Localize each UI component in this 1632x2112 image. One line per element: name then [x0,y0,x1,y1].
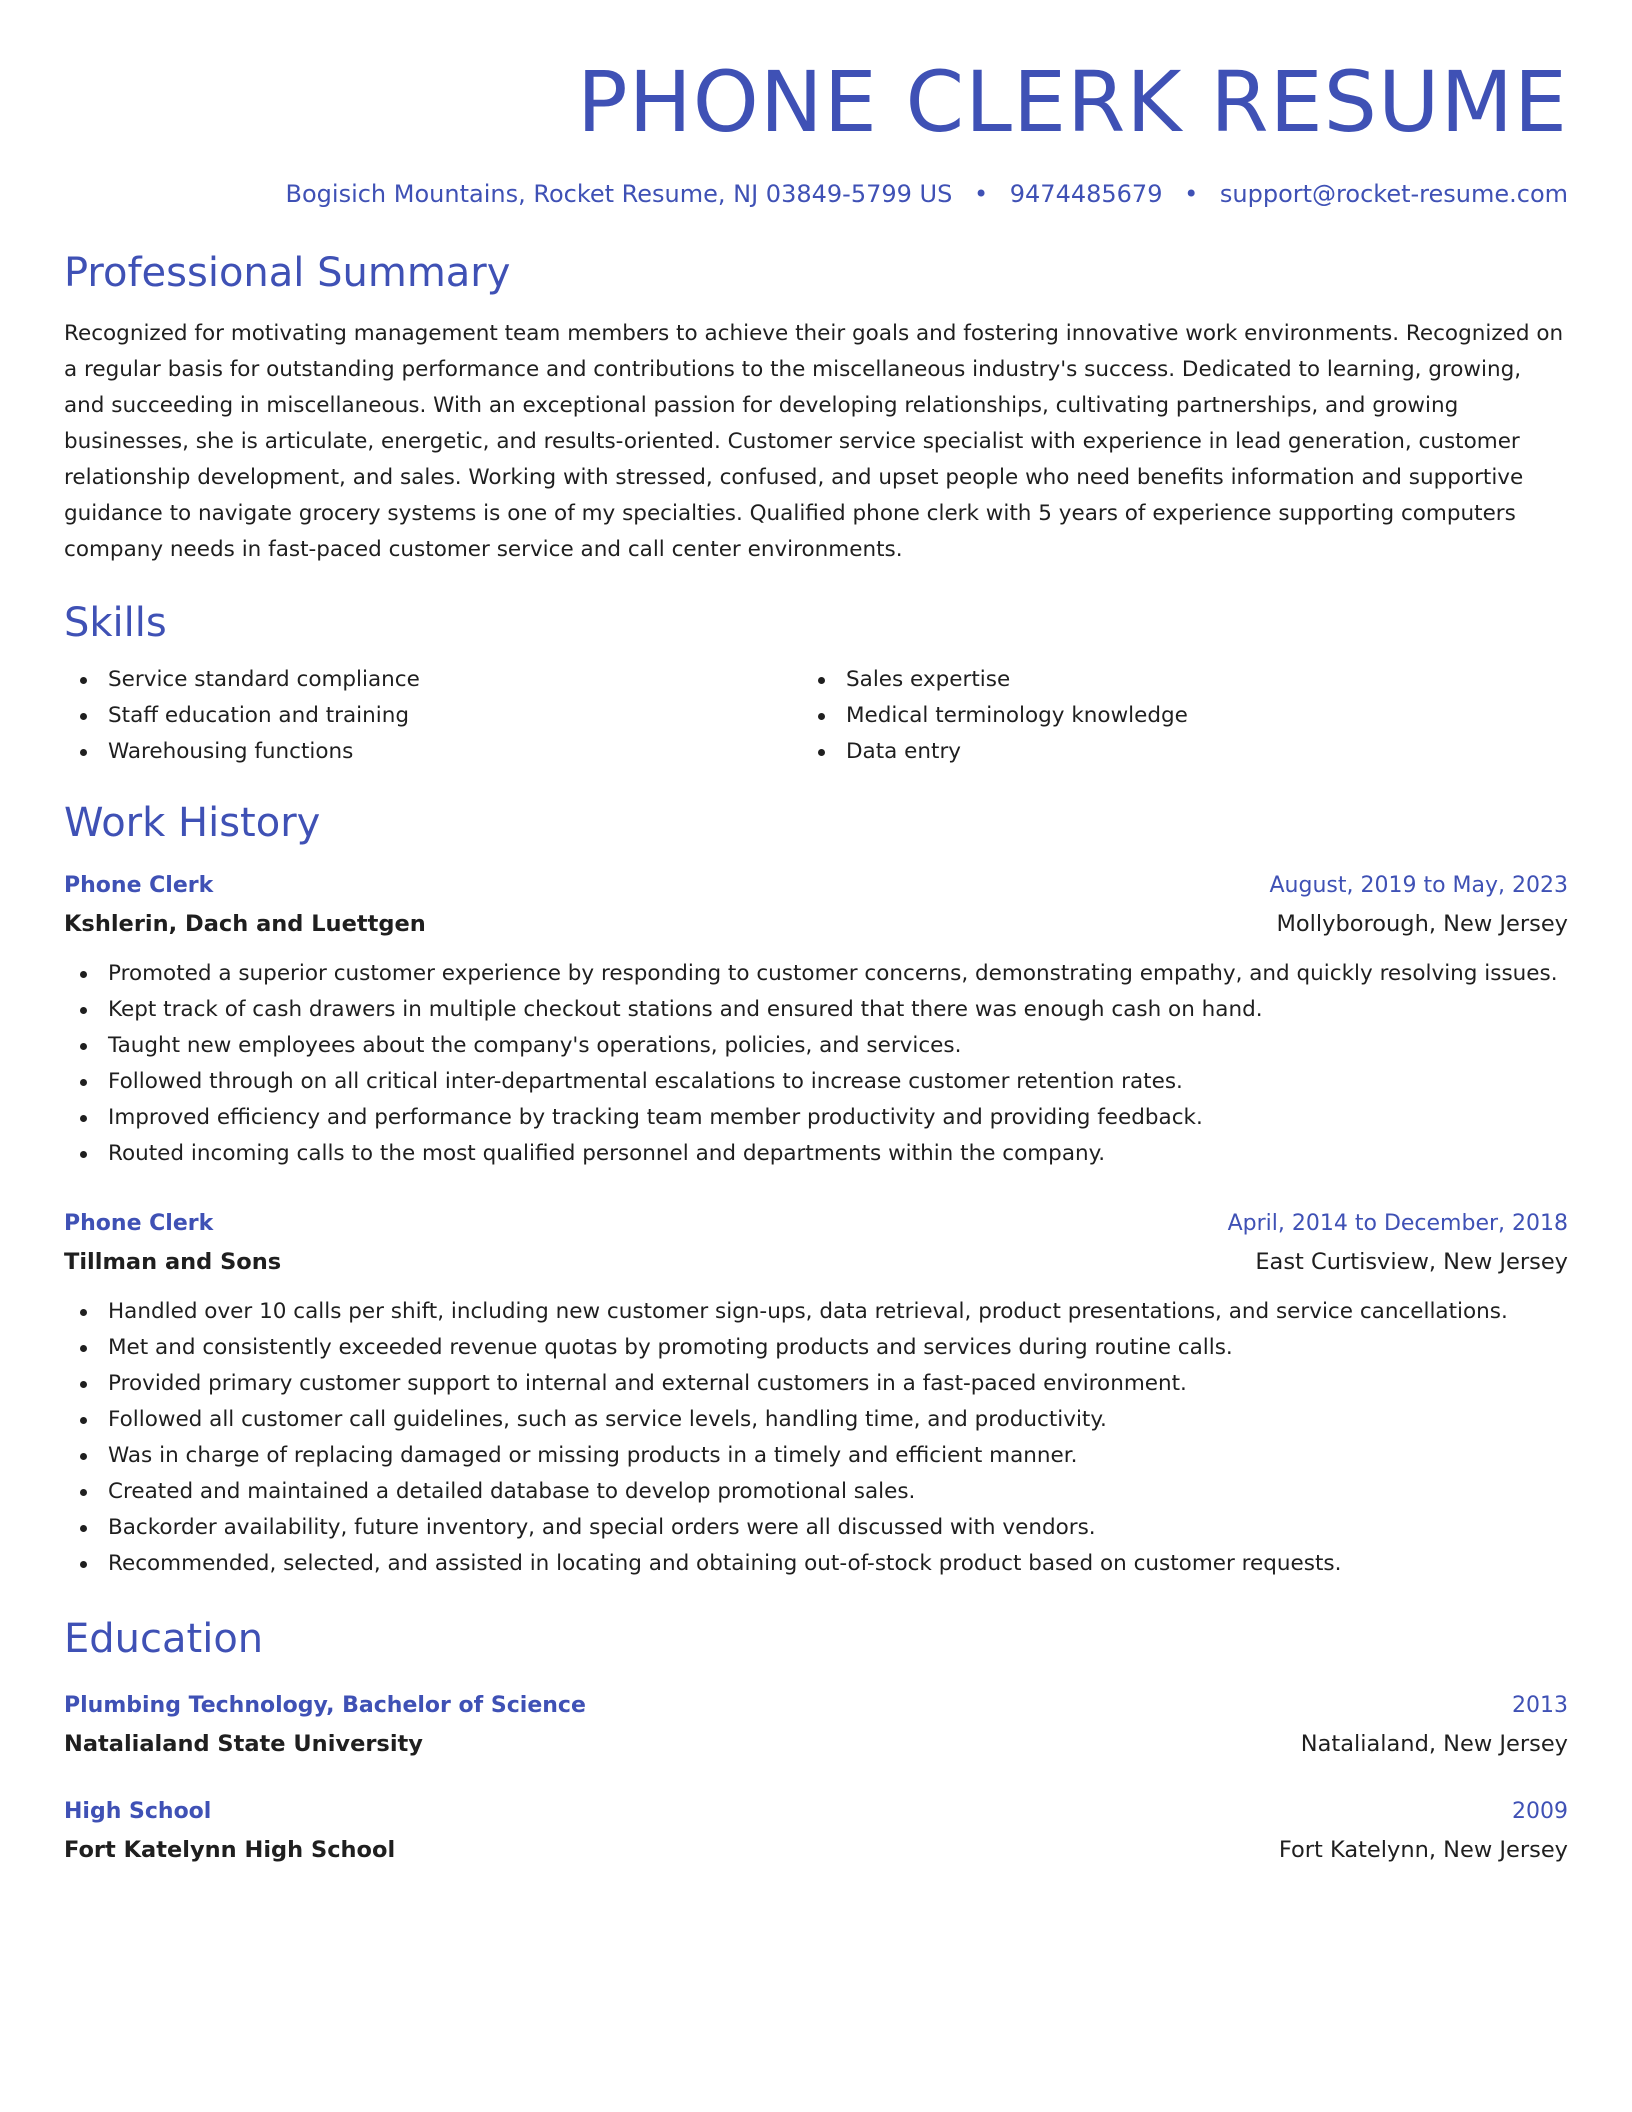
work-history-heading: Work History [64,800,321,846]
job-entry [64,868,1568,1172]
skill-item: Warehousing functions [64,734,802,770]
education-school: Natalialand State University [64,1731,423,1757]
skill-item: Service standard compliance [64,662,802,698]
resume-header [64,52,1568,210]
duty-item: Backorder availability, future inventory, and special orders were all discussed with vendors. [64,1510,1568,1546]
education-section [64,1612,1568,1870]
education-year: 2009 [1512,1799,1568,1824]
job-role: Phone Clerk [64,1211,214,1236]
education-degree: High School [64,1799,212,1824]
education-location: Natalialand, New Jersey [1300,1731,1568,1757]
skills-heading: Skills [64,600,167,646]
skill-item: Medical terminology knowledge [802,698,1542,734]
skill-item: Staff education and training [64,698,802,734]
resume-title: PHONE CLERK RESUME [576,53,1568,151]
contact-line [64,178,1568,210]
skills-section [64,596,1568,770]
skills-columns [64,662,1568,770]
duty-item: Taught new employees about the company's operations, policies, and services. [64,1028,1568,1064]
summary-text: Recognized for motivating management team members to achieve their goals and fostering innovative work environments. Recognized on a regular basis for outstanding performance and contributions to the miscellaneous industry's success. Dedicated to learning, growing, and succeeding in miscellaneous. With an exceptional passion for developing relationships, cultivating partnerships, and growing businesses, she is articulate, energetic, and results-oriented. Customer service specialist with experience in lead generation, customer relationship development, and sales. Working with stressed, confused, and upset people who need benefits information and supportive guidance to navigate grocery systems is one of my specialties. Qualified phone clerk with 5 years of experience supporting computers company needs in fast-paced customer service and call center environments. [64,321,1564,562]
job-location: East Curtisview, New Jersey [1255,1249,1568,1275]
education-heading: Education [64,1616,264,1662]
education-entry [64,1688,1568,1764]
summary-heading: Professional Summary [64,250,511,296]
duty-item: Kept track of cash drawers in multiple checkout stations and ensured that there was enough cash on hand. [64,992,1568,1028]
education-entry [64,1794,1568,1870]
duty-item: Was in charge of replacing damaged or missing products in a timely and efficient manner. [64,1438,1568,1474]
job-dates: April, 2014 to December, 2018 [1227,1211,1568,1236]
job-dates: August, 2019 to May, 2023 [1269,873,1568,898]
contact-email[interactable]: support@rocket-resume.com [1219,180,1568,208]
work-history-section [64,796,1568,1582]
education-school: Fort Katelynn High School [64,1837,396,1863]
job-entry [64,1206,1568,1582]
duty-item: Routed incoming calls to the most qualified personnel and departments within the company. [64,1136,1568,1172]
job-duties [64,1294,1568,1582]
job-company: Tillman and Sons [64,1249,282,1275]
education-degree: Plumbing Technology, Bachelor of Science [64,1693,586,1718]
skill-item: Data entry [802,734,1542,770]
duty-item: Met and consistently exceeded revenue quotas by promoting products and services during routine calls. [64,1330,1568,1366]
duty-item: Created and maintained a detailed database to develop promotional sales. [64,1474,1568,1510]
education-location: Fort Katelynn, New Jersey [1278,1837,1568,1863]
duty-item: Followed all customer call guidelines, such as service levels, handling time, and productivity. [64,1402,1568,1438]
duty-item: Provided primary customer support to internal and external customers in a fast-paced environment. [64,1366,1568,1402]
duty-item: Followed through on all critical inter-departmental escalations to increase customer retention rates. [64,1064,1568,1100]
education-year: 2013 [1512,1693,1568,1718]
duty-item: Handled over 10 calls per shift, including new customer sign-ups, data retrieval, product presentations, and service cancellations. [64,1294,1568,1330]
job-company: Kshlerin, Dach and Luettgen [64,911,426,937]
contact-address: Bogisich Mountains, Rocket Resume, NJ 03849-5799 US [285,180,953,208]
contact-separator: • [1184,180,1199,208]
duty-item: Promoted a superior customer experience by responding to customer concerns, demonstrating empathy, and quickly resolving issues. [64,956,1568,992]
duty-item: Improved efficiency and performance by tracking team member productivity and providing feedback. [64,1100,1568,1136]
summary-section [64,246,1568,568]
skills-list-right [802,662,1542,770]
job-duties [64,956,1568,1172]
contact-phone[interactable]: 9474485679 [1009,180,1163,208]
skill-item: Sales expertise [802,662,1542,698]
duty-item: Recommended, selected, and assisted in locating and obtaining out-of-stock product based on customer requests. [64,1546,1568,1582]
skills-list-left [64,662,802,770]
job-location: Mollyborough, New Jersey [1276,911,1568,937]
job-role: Phone Clerk [64,873,214,898]
contact-separator: • [973,180,989,208]
